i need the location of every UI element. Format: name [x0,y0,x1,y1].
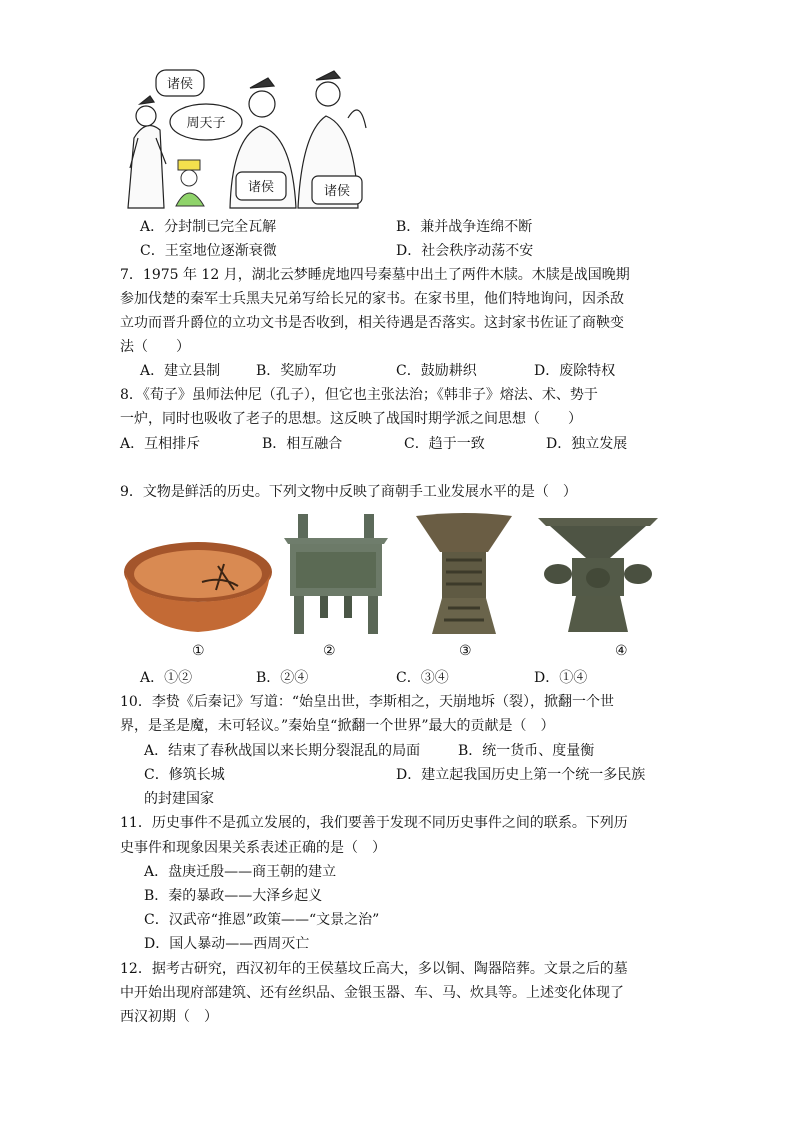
q12-stem-line1: 12．据考古研究，西汉初年的王侯墓坟丘高大，多以铜、陶器陪葬。文景之后的墓 [120,961,628,977]
artifact-label-3: ③ [459,643,472,659]
q8-option-d[interactable]: D．独立发展 [546,436,628,452]
artifact-label-4: ④ [615,643,628,659]
bubble-bottom-left-label: 诸侯 [247,180,275,195]
q9-option-b[interactable]: B．②④ [256,670,309,686]
q7-option-c[interactable]: C．鼓励耕织 [396,363,477,379]
q6-option-c[interactable]: C．王室地位逐渐衰微 [140,243,277,259]
q10-option-c[interactable]: C．修筑长城 [144,767,225,783]
q6-option-b[interactable]: B．兼并战争连绵不断 [396,219,533,235]
q10-option-a[interactable]: A．结束了春秋战国以来长期分裂混乱的局面 [144,743,421,759]
cartoon-illustration [120,68,368,210]
q9-stem-line1: 9．文物是鲜活的历史。下列文物中反映了商朝手工业发展水平的是（ ） [120,484,577,500]
q9-option-a[interactable]: A．①② [140,670,193,686]
q6-option-a[interactable]: A．分封制已完全瓦解 [140,219,277,235]
q7-stem-line1: 7．1975 年 12 月，湖北云梦睡虎地四号秦墓中出土了两件木牍。木牍是战国晚期 [120,267,630,283]
pottery-bowl-image [122,536,274,636]
q11-option-d[interactable]: D．国人暴动——西周灭亡 [144,936,310,952]
bronze-four-ram-zun-image [536,512,660,636]
q11-option-b[interactable]: B．秦的暴政——大泽乡起义 [144,888,323,904]
q7-option-d[interactable]: D．废除特权 [534,363,616,379]
q8-stem-line1: 8．《荀子》虽师法仲尼（孔子），但它也主张法治；《韩非子》熔法、术、势于 [120,387,598,403]
q8-stem-line2: 一炉，同时也吸收了老子的思想。这反映了战国时期学派之间思想（ ） [120,411,582,427]
q7-option-a[interactable]: A．建立县制 [140,363,221,379]
bubble-center-label: 周天子 [186,116,226,131]
q11-option-c[interactable]: C．汉武帝“推恩”政策——“文景之治” [144,912,380,928]
bronze-vessel-zun-image [412,512,516,636]
bubble-bottom-right-label: 诸侯 [323,184,351,199]
q11-option-a[interactable]: A．盘庚迁殷——商王朝的建立 [144,864,337,880]
artifact-label-2: ② [323,643,336,659]
q7-option-b[interactable]: B．奖励军功 [256,363,337,379]
q7-stem-line4: 法（ ） [120,339,190,355]
q8-option-a[interactable]: A．互相排斥 [120,436,201,452]
artifact-label-1: ① [192,643,205,659]
q10-stem-line1: 10．李贽《后秦记》写道：“始皇出世，李斯相之，天崩地坼（裂），掀翻一个世 [120,694,614,710]
q10-option-d-line2[interactable]: 的封建国家 [144,791,214,807]
q7-stem-line3: 立功而晋升爵位的立功文书是否收到，相关待遇是否落实。这封家书佐证了商鞅变 [120,315,624,331]
q11-stem-line1: 11．历史事件不是孤立发展的，我们要善于发现不同历史事件之间的联系。下列历 [120,815,628,831]
q10-option-b[interactable]: B．统一货币、度量衡 [458,743,595,759]
q10-option-d-line1[interactable]: D．建立起我国历史上第一个统一多民族 [396,767,646,783]
bubble-top-label: 诸侯 [166,77,194,92]
bronze-ding-image [280,512,392,636]
q8-option-b[interactable]: B．相互融合 [262,436,343,452]
q11-stem-line2: 史事件和现象因果关系表述正确的是（ ） [120,840,386,856]
q12-stem-line2: 中开始出现府部建筑、还有丝织品、金银玉器、车、马、炊具等。上述变化体现了 [120,985,624,1001]
q10-stem-line2: 界，是圣是魔，未可轻议。”秦始皇“掀翻一个世界”最大的贡献是（ ） [120,718,555,734]
q7-stem-line2: 参加伐楚的秦军士兵黑夫兄弟写给长兄的家书。在家书里，他们特地询问，因杀敌 [120,291,624,307]
q9-option-c[interactable]: C．③④ [396,670,449,686]
q9-option-d[interactable]: D．①④ [534,670,588,686]
q12-stem-line3: 西汉初期（ ） [120,1009,218,1025]
q8-option-c[interactable]: C．趋于一致 [404,436,485,452]
q6-option-d[interactable]: D．社会秩序动荡不安 [396,243,534,259]
